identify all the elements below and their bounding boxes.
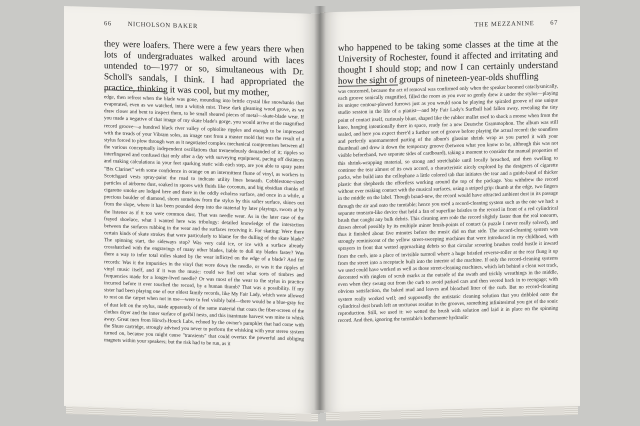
book-gutter [314,6,326,410]
right-page-number: 67 [550,19,558,27]
right-footnote-text: was concerned, because the act of removal was confirmed only when the speaker boomed cataclysmically, each groove sonically magnified, filled the room as you ever so gently drew it under the stylus—playing its unique contour-plowed furrows just as you would soon be playing the spiraled groove of one unique studio session in the life of a pianist—and My Fair Lady's Surfball had fallen away, revealing the tiny point of contact itself, curiously blunt, shaped like the rubber mallet used to shock a moose when from the knee, hanging intentionally there in space, ready for a new Deutsche Grammophon. The album was still sealed, and here you expect there'd a further sort of groove before playing the actual record: the soundless and perfectly unornamented parting of the album's glassine shrink wrap as you parted it with your thumbnail and drew it down the temporary groove (between what you know to be, although this was not visible beforehand, two separate sides of cardboard), taking a moment to consider the manual properties of this shrink-wrapping material, so strong and stretchable until locally breached, and then swelling to continue the tear almost of its own accord, a characteristic nicely explored by the designers of cigarette packs, who build into the cellophane a little colored tab that initiates the tear and a guide-band of thicker plastic that shepherds the effortless working around the top of the package. You withdrew the record without ever making contact with the musical surfaces, using a striped grip: thumb at the edge, two fingers in the middle on the label. Though brand-new, the record would have attracted ambient dust in its passage through the air and onto the turntable; hence you used a record-cleaning system such as the one we had: a separate tonearm-like device that held a fan of superfine bristles to the record in front of a red cylindrical brush that caught any bulk debris. This cleaning arm rode the record slightly faster than the real tonearm, drawn abroad possibly by its multiple minor brush-points of contact (a puzzle I never really solved), and thus it finished about five minutes before the music did on that side. The record-cleaning system was strongly reminiscent of the yellow street-sweeping machines that were introduced in my childhood, with sprayers in front that wetted approaching debris so that circular scouring brushes could hustle it inward from the curb, into a place of invisible turmoil where a huge bristled reverse-roller at the rear flung it up from the street into a receptacle built into the interior of the machine. If only the record-cleaning systems we used could have worked as well as those street-cleaning machines, which left behind a clean wet track, decorated with ringlets of scrub marks at the outside of the swath and trickly wreathings in the middle, even when they swung out from the curb to avoid parked cars and then veered back in to reengage; with obvious satisfaction, the baked mud and leaves and bleached litter of the curb. But no record-cleaning system really worked well; and supposedly the antistatic cleaning solution that you dribbled onto the cylindrical dust brush left an unctuous residue in the grooves, something infinitesimal you got of the sonic reproduction. Still, we used it: we wetted the brush with solution and laid it in place on the spinning record. And then, ignoring the turntable's bothersome hydraulic [338,83,558,324]
left-main-text: they were loafers. There were a few years there when lots of undergraduates walked around with laces untended to—1977 or so, simultaneous with Dr. Scholl's sandals, I think. I had appropriated the practice, thinking it was cool, but my mother, [104,38,304,98]
right-running-head [474,20,558,29]
left-running-head [104,20,198,30]
left-footnote-text: edge, then refrost when the blade was gone, mounding into brittle crystal like snowbanks that evaporated, even as we watched, into a whitish mist. These dark gleaming wood grove, as we draw closer and bent to inspect them, to be small sheared pieces of metal—skate-blade wear. If you made a negative of that image of my skate blade's gorge, you would arrive at the magnified record groove—a hundred black river valley of ophiolite ripples and enough to be impressed with the treads of your Vibram soles, an image cast from a master mold that was the result of a stylus forced to plow through wax as it negotiated complex mechanical compromises between all the various conceptually independent oscillations that tremendously demanded of it; ripples so interfingered and confused that only after a day with surveying equipment, pacing off distances and making calculations in your feet sparking static with each step, are you able to spray paint "Bix Clarinet" with some confidence in orange on an intermittent flume of vinyl, as workers in Scotchgard vests spray-paint the road to indicate utility lines beneath. Cobblestone-sized particles of airborne dust, soaked in spores with fluids like coconuts, and big obsidian chunks of cigarette smoke are lodged here and there in the oddly echoless surface, and once in a while, a precious boulder of diamond, shorn somehow from the stylus by this softer surface, shines out from the slope, where it has been pounded deep into the material by later playings, sworn at by the listener as if it too were common dust. That was needle wear. As in the later case of the frayed shoelace, what I wanted here was tribology: detailed knowledge of the interaction between the surfaces rubbing in the wear and the surfaces receiving it. For skating: Were there certain kinds of skate strokes that were particularly to blame for the dulling of the skate blade? The spinning start, the sideways stop? Was very cold ice, or ice with a surface already crosshatched with the engravings of many other blades, liable to dull my blades faster? Was there a way to infer total miles skated by the wear inflicted on the edge of a blade? And for records: Was it the impurities in the vinyl that wore down the needle, or was it the ripples of vinyl music itself, and if it was the music: could we find out what sorts of timbres and frequencies made for a longer-lived needle? Or was most of the wear to the stylus in practice incurred before it ever touched the record, by a human thumb? That was a possibility. If my sister had been playing one of our oldest family records, like My Fair Lady, which were allowed to rest on the carpet when not in use—were to feel visibly bald—there would be a blue-gray fez of dust left on the stylus, made apparently of the same material that coats the fiber-screen of the clothes dryer and the inner surface of gerbil nests, and this inanimate harvest was mine to whisk away. Great men from Hirsch-Houck Labs, echoed by the owner's pamphlet that had come with the Shure cartridge, strongly advised you never to perform the whisking with your stereo system turned on, because you might cause "transients" that could overtax the powerful and obliging magnets within your speakers; but the risk had to be run, as it [104,94,305,348]
left-page-number: 66 [104,20,112,28]
right-footnote-rule [338,84,398,86]
left-page [64,6,320,414]
right-header-title: THE MEZZANINE [474,20,535,29]
right-main-text: who happened to be taking some classes at the time at the University of Rochester, found it affected and irritating and thought I should stop; and now I can certainly understand how the sight of groups of nineteen-year-olds shuffling [338,37,558,86]
right-page [320,6,580,412]
open-book [64,6,580,424]
left-header-author: NICHOLSON BAKER [127,21,198,31]
